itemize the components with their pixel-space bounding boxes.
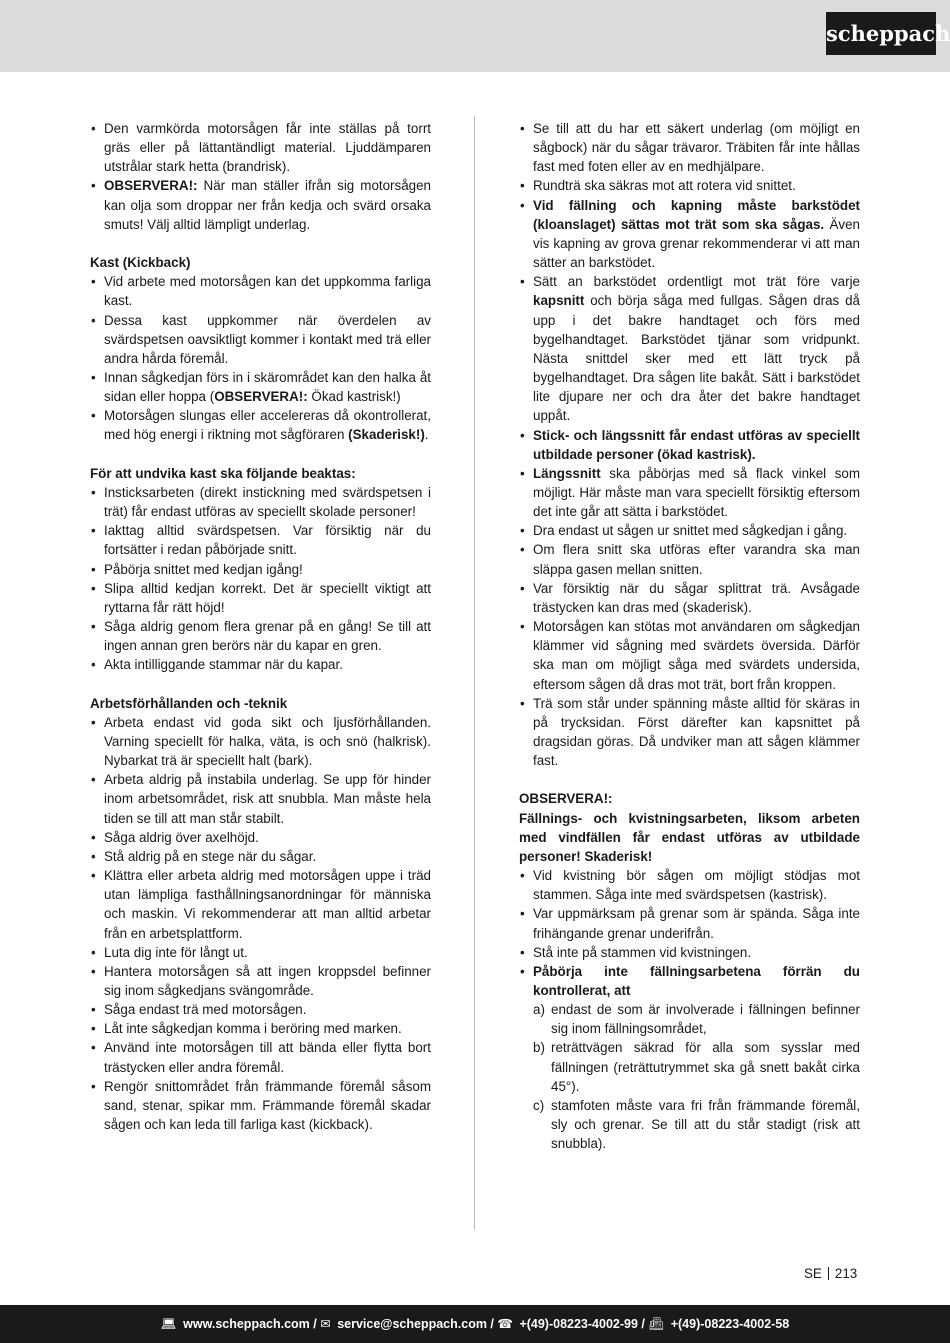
item-text: Var försiktig när du sågar splittrat trä. Avsågade trästycken kan dras med (skaderisk).: [533, 580, 860, 615]
list-item: [90, 521, 431, 559]
list-item: [519, 426, 860, 464]
footer-separator: /: [637, 1317, 649, 1331]
language-code: SE: [804, 1266, 822, 1281]
list-item: [90, 1019, 431, 1038]
list-item: [519, 119, 860, 176]
item-text: Se till att du har ett säkert underlag (om möjligt en sågbock) när du sågar trävaror. Träbiten får inte hållas fast med foten eller av en medhjälpare.: [533, 121, 860, 175]
lettered-item: [519, 1096, 860, 1153]
item-text: Akta intilliggande stammar när du kapar.: [104, 657, 343, 673]
pager-separator: [828, 1267, 829, 1280]
item-text: Innan sågkedjan förs in i skärområdet kan den halka åt sidan eller hoppa (: [104, 370, 431, 405]
observera-heading: OBSERVERA!:: [519, 791, 613, 807]
avoid-kickback-list: [90, 483, 431, 675]
list-item: [90, 655, 431, 674]
list-item: [90, 962, 431, 1000]
list-item: [519, 904, 860, 942]
list-item: [90, 406, 431, 444]
emphasis-text: Längssnitt: [533, 465, 601, 481]
list-item: [90, 617, 431, 655]
item-text: Sätt an barkstödet ordentligt mot trät före varje: [533, 274, 860, 290]
item-text: Även vis kapning av grova grenar rekommenderar vi att man sätter an barkstödet.: [533, 216, 861, 271]
list-item: [90, 1038, 431, 1076]
item-text: Stå inte på stammen vid kvistningen.: [533, 944, 752, 960]
cutting-list: [519, 119, 860, 770]
list-item: [519, 694, 860, 771]
fax-icon: 📠︎: [648, 1317, 665, 1331]
emphasis-text: (Skaderisk!): [348, 427, 425, 443]
footer-website[interactable]: www.scheppach.com: [183, 1317, 310, 1331]
item-text: Motorsågen slungas eller accelereras då okontrollerat, med hög energi i riktning mot sågföraren: [104, 408, 431, 443]
computer-icon: 💻︎: [160, 1317, 177, 1331]
emphasis-text: OBSERVERA!:: [214, 389, 308, 405]
working-conditions-heading: Arbetsförhållanden och -teknik: [90, 695, 288, 711]
footer-phone: +(49)-08223-4002-99: [519, 1317, 638, 1331]
footer-separator: /: [309, 1317, 321, 1331]
item-text: Luta dig inte för långt ut.: [104, 944, 248, 960]
email-icon: ✉︎: [320, 1317, 331, 1331]
item-text: Trä som står under spänning måste alltid för skäras in på trycksidan. Först därefter kan kapsnittet på dragsidan göras. Då undviker man att sågen klämmer fast.: [533, 695, 860, 769]
footer-email[interactable]: service@scheppach.com: [337, 1317, 487, 1331]
list-item: [90, 311, 431, 368]
emphasis-text: Vid fällning och kapning måste barkstödet (kloanslaget) sättas mot trät som ska sågas.: [533, 197, 860, 232]
emphasis-text: Stick- och längssnitt får endast utföras av speciellt utbildade personer (ökad kastrisk).: [533, 427, 860, 462]
item-marker: b): [533, 1040, 545, 1056]
list-item: [90, 272, 431, 310]
emphasis-text: OBSERVERA!:: [104, 178, 198, 194]
item-text: ska påbörjas med så flack vinkel som möjligt. Här måste man vara speciellt försiktig eftersom det inte går att sätta i barkstödet.: [533, 465, 860, 520]
item-text: Ökad kastrisk!): [307, 389, 401, 405]
item-text: Insticksarbeten (direkt instickning med svärdspetsen i trät) får endast utföras av speciellt skolade personer!: [104, 484, 431, 520]
list-item: [90, 943, 431, 962]
item-text: stamfoten måste vara fri från främmande föremål, sly och grenar. Se till att du står stadigt (risk att snubbla).: [551, 1097, 860, 1152]
intro-list: [90, 119, 431, 234]
item-text: Såga aldrig genom flera grenar på en gång! Se till att ingen annan gren berörs när du kapar en gren.: [104, 619, 431, 654]
item-text: endast de som är involverade i fällningen befinner sig inom fällningsområdet,: [551, 1002, 860, 1037]
list-item: [90, 579, 431, 617]
page-number: [804, 1265, 857, 1283]
list-item: [90, 847, 431, 866]
list-item: [90, 828, 431, 847]
item-text: .: [424, 427, 429, 443]
list-item: [90, 368, 431, 406]
list-item: [519, 540, 860, 578]
item-marker: a): [533, 1002, 545, 1018]
list-item: [519, 579, 860, 617]
felling-check-list: [519, 1000, 860, 1153]
item-text: Låt inte sågkedjan komma i beröring med marken.: [104, 1021, 402, 1037]
left-column: [90, 119, 431, 1134]
item-text: Använd inte motorsågen till att bända eller flytta bort trästycken eller andra föremål.: [104, 1040, 431, 1075]
list-item: [519, 617, 860, 694]
item-text: reträttvägen säkrad för alla som sysslar med fällningen (reträttutrymmet ska gå snett bakåt cirka 45°).: [551, 1040, 860, 1094]
footer-fax: +(49)-08223-4002-58: [670, 1317, 790, 1331]
item-text: och börja såga med fullgas. Sågen dras då upp i det bakre handtaget och förs med bygelhandtaget. Barkstödet tjänar som vridpunkt. Nästa snittdel sker med ett lätt tryck på bygelhandtaget. Dra sågen lite bakåt. Sätt i barkstödet lite djupare ner och dra åter det bakre handtaget uppåt.: [533, 293, 860, 424]
footer-separator: /: [486, 1317, 498, 1331]
observera-text: Fällnings- och kvistningsarbeten, liksom arbeten med vindfällen får endast utföras av utbildade personer! Skaderisk!: [519, 810, 860, 864]
list-item: [90, 560, 431, 579]
list-item: [90, 483, 431, 521]
item-text: Om flera snitt ska utföras efter varandra ska man släppa gasen mellan snitten.: [533, 542, 860, 577]
list-item: [90, 770, 431, 827]
item-text: Vid kvistning bör sågen om möjligt stödjas mot stammen. Såga inte med svärdspetsen (kastrisk).: [533, 868, 860, 903]
item-text: Hantera motorsågen så att ingen kroppsdel befinner sig inom sågkedjans svängområde.: [104, 963, 431, 998]
list-item: [90, 713, 431, 770]
item-text: Arbeta aldrig på instabila underlag. Se upp för hinder inom arbetsområdet, risk att snubbla. Man måste hela tiden se till att man står stabilt.: [104, 772, 431, 826]
item-text: Såga endast trä med motorsågen.: [104, 1002, 307, 1018]
list-item: [519, 866, 860, 904]
scheppach-logo: scheppach: [826, 12, 936, 55]
list-item: [519, 196, 860, 273]
item-text: Motorsågen kan stötas mot användaren om sågkedjan klämmer vid sågning med svärdets översida. Därför ska man om möjligt såga med svärdets undersida, eftersom sågen då dras mot trät, bort från kroppen.: [533, 619, 860, 692]
item-text: Rengör snittområdet från främmande föremål såsom sand, stenar, spikar mm. Främmande föremål skadar sågen och kan leda till farliga kast (kickback).: [104, 1078, 431, 1133]
working-conditions-list: [90, 713, 431, 1134]
list-item: [90, 176, 431, 233]
item-text: Såga aldrig över axelhöjd.: [104, 829, 259, 845]
item-text: Påbörja snittet med kedjan igång!: [104, 561, 303, 577]
emphasis-text: kapsnitt: [533, 293, 585, 309]
item-text: Var uppmärksam på grenar som är spända. Såga inte frihängande grenar underifrån.: [533, 906, 860, 941]
list-item: [519, 176, 860, 195]
column-divider: [474, 116, 475, 1230]
list-item: [90, 866, 431, 943]
list-item: [90, 1000, 431, 1019]
item-text: När man ställer ifrån sig motorsågen kan olja som droppar ner från kedja och svärd orsaka smuts! Välj alltid lämpligt underlag.: [104, 178, 431, 232]
list-item: [519, 962, 860, 1000]
header-band: [0, 0, 950, 72]
branching-list: [519, 866, 860, 1000]
list-item: [519, 943, 860, 962]
kickback-list: [90, 272, 431, 444]
item-text: Klättra eller arbeta aldrig med motorsågen uppe i träd utan lämpliga fasthållningsanordningar för människa och maskin. Vi rekommenderar att man alltid arbetar från en arbetsplattform.: [104, 868, 431, 941]
footer-band: [0, 1305, 950, 1343]
item-text: Arbeta endast vid goda sikt och ljusförhållanden. Varning speciellt för halka, väta, is och snö (halkrisk). Nybarkat trä är speciellt halt (bark).: [104, 714, 431, 769]
item-text: Stå aldrig på en stege när du sågar.: [104, 848, 317, 864]
lettered-item: [519, 1038, 860, 1095]
emphasis-text: Påbörja inte fällningsarbetena förrän du kontrollerat, att: [533, 963, 860, 999]
item-text: Vid arbete med motorsågen kan det uppkomma farliga kast.: [104, 274, 431, 309]
item-text: Dessa kast uppkommer när överdelen av svärdspetsen oavsiktligt kommer i kontakt med trä eller andra hårda föremål.: [104, 312, 431, 366]
list-item: [519, 464, 860, 521]
list-item: [519, 272, 860, 425]
list-item: [519, 521, 860, 540]
list-item: [90, 119, 431, 176]
list-item: [90, 1077, 431, 1134]
item-text: Dra endast ut sågen ur snittet med sågkedjan i gång.: [533, 523, 848, 539]
item-text: Den varmkörda motorsågen får inte ställas på torrt gräs eller på lättantändligt material. Ljuddämparen utstrålar stark hetta (brandrisk).: [104, 121, 431, 175]
item-text: Slipa alltid kedjan korrekt. Det är speciellt viktigt att ryttarna får rätt höjd!: [104, 580, 431, 615]
item-text: Iakttag alltid svärdspetsen. Var försiktig när du fortsätter i redan påbörjade snitt.: [104, 523, 431, 558]
avoid-kickback-heading: För att undvika kast ska följande beaktas:: [90, 465, 356, 481]
right-column: [519, 119, 860, 1153]
item-text: Rundträ ska säkras mot att rotera vid snittet.: [533, 178, 796, 194]
lettered-item: [519, 1000, 860, 1038]
kickback-heading: Kast (Kickback): [90, 255, 191, 271]
item-marker: c): [533, 1097, 545, 1113]
phone-icon: ☎︎: [497, 1317, 513, 1331]
page-number-value: 213: [834, 1266, 858, 1281]
